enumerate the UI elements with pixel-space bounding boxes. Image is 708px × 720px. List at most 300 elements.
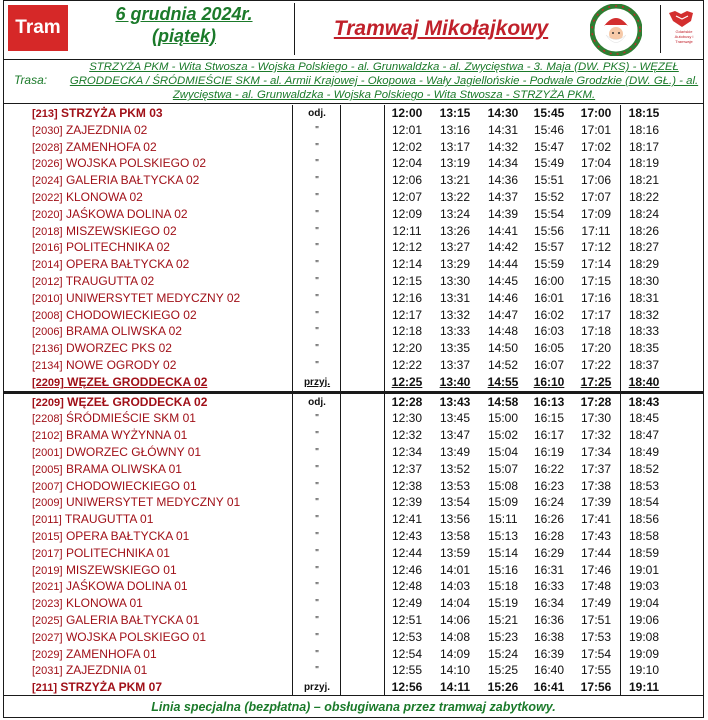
time-cell: 14:01	[439, 562, 471, 577]
table-row	[4, 612, 703, 629]
stop-name: CHODOWIECKIEGO 01	[65, 478, 197, 493]
stop-code: [2029]	[32, 648, 63, 661]
time-cell: 19:06	[628, 612, 660, 627]
arrival-departure-mark: "	[315, 242, 319, 254]
stop-name: TRAUGUTTA 01	[64, 512, 154, 527]
time-cell: 14:48	[487, 324, 519, 339]
time-cell: 19:01	[628, 562, 660, 577]
stop-code: [2209]	[32, 376, 64, 389]
stop-name: CHODOWIECKIEGO 02	[65, 307, 197, 322]
time-cell: 13:31	[439, 290, 471, 305]
time-cell: 15:09	[487, 495, 519, 510]
stop-cell	[32, 461, 182, 478]
time-cell: 12:25	[391, 374, 423, 389]
stop-cell	[32, 122, 147, 139]
stop-cell	[32, 629, 206, 646]
stop-cell	[32, 223, 177, 240]
time-cell: 17:07	[580, 189, 612, 204]
timetable-sheet	[3, 0, 704, 718]
stop-name: ŚRÓDMIEŚCIE SKM 01	[65, 411, 196, 426]
time-cell: 16:05	[533, 341, 565, 356]
stop-name: ZAJEZDNIA 02	[65, 122, 148, 137]
time-cell: 17:04	[580, 156, 612, 171]
arrival-departure-mark: przyj.	[303, 376, 331, 388]
table-row	[4, 461, 703, 478]
time-cell: 12:02	[391, 139, 423, 154]
time-cell: 17:48	[580, 579, 612, 594]
time-cell: 14:47	[487, 307, 519, 322]
stop-name: MISZEWSKIEGO 02	[65, 223, 177, 238]
stop-cell	[32, 494, 240, 511]
stop-code: [2001]	[32, 446, 63, 459]
time-cell: 16:01	[533, 290, 565, 305]
time-cell: 13:21	[439, 173, 471, 188]
time-cell: 12:30	[391, 411, 423, 426]
route-description: STRZYŻA PKM - Wita Stwosza - Wojska Polskiego - al. Grunwaldzka - al. Zwycięstwa - 3. Maja (DW. PKS) - WĘZEŁ GRODDECKA / ŚRÓDMIEŚCIE SKM - al. Armii Krajowej - Okopowa - Wały Jagiellońskie - Podwale Grodzkie (DW. GŁ.) - al. Zwycięstwa - al. Grunwaldzka - Wojska Polskiego - Wita Stwosza - STRZYŻA PKM.	[69, 61, 699, 102]
table-row	[4, 290, 703, 307]
city-logo	[660, 5, 701, 53]
stop-code: [211]	[32, 682, 58, 695]
stop-cell	[32, 206, 188, 223]
stop-cell	[32, 290, 240, 307]
table-row	[4, 374, 703, 392]
time-cell: 17:18	[580, 324, 612, 339]
time-cell: 14:34	[487, 156, 519, 171]
stop-cell	[32, 323, 182, 340]
time-cell: 18:45	[628, 411, 660, 426]
table-row	[4, 679, 703, 696]
time-cell: 13:24	[439, 206, 471, 221]
time-cell: 13:30	[439, 273, 471, 288]
time-cell: 12:09	[391, 206, 423, 221]
arrival-departure-mark: "	[315, 158, 319, 170]
time-cell: 15:25	[487, 663, 519, 678]
stop-cell	[32, 189, 143, 206]
time-cell: 12:04	[391, 156, 423, 171]
time-cell: 14:50	[487, 341, 519, 356]
time-cell: 17:17	[580, 307, 612, 322]
arrival-departure-mark: odj.	[308, 108, 326, 119]
time-cell: 14:32	[487, 139, 519, 154]
time-cell: 14:52	[487, 357, 519, 372]
time-cell: 16:34	[533, 596, 565, 611]
time-cell: 18:21	[628, 173, 660, 188]
stop-cell	[32, 374, 207, 391]
time-cell: 16:36	[533, 612, 565, 627]
time-cell: 14:11	[439, 680, 471, 695]
time-cell: 12:15	[391, 273, 423, 288]
time-cell: 12:46	[391, 562, 423, 577]
time-cell: 12:53	[391, 629, 423, 644]
time-cell: 12:54	[391, 646, 423, 661]
time-cell: 13:33	[439, 324, 471, 339]
stop-code: [2006]	[32, 326, 63, 339]
time-cell: 14:06	[439, 612, 471, 627]
time-cell: 16:38	[533, 629, 565, 644]
time-cell: 15:11	[488, 512, 518, 527]
time-cell: 14:36	[487, 173, 519, 188]
stop-code: [2208]	[32, 413, 63, 426]
table-row	[4, 562, 703, 579]
time-cell: 15:59	[533, 257, 565, 272]
stop-cell	[32, 444, 201, 461]
table-row	[4, 256, 703, 273]
time-cell: 12:39	[391, 495, 423, 510]
page-title: Tramwaj Mikołajkowy	[333, 17, 549, 40]
table-row	[4, 206, 703, 223]
stop-name: KLONOWA 02	[65, 189, 143, 204]
time-cell: 17:01	[580, 122, 612, 137]
time-cell: 17:43	[580, 528, 612, 543]
time-cell: 13:16	[439, 122, 471, 137]
time-cell: 17:56	[580, 680, 612, 695]
stop-name: GALERIA BAŁTYCKA 01	[65, 612, 200, 627]
time-cell: 12:51	[391, 612, 423, 627]
time-cell: 17:34	[580, 444, 612, 459]
time-cell: 15:56	[533, 223, 565, 238]
time-cell: 14:37	[487, 189, 519, 204]
santa-wreath-icon	[590, 4, 642, 56]
time-cell: 19:11	[628, 680, 660, 695]
stop-code: [2010]	[32, 292, 63, 305]
time-cell: 14:58	[487, 394, 519, 409]
time-cell: 16:31	[533, 562, 565, 577]
time-cell: 12:49	[391, 596, 423, 611]
table-row	[4, 629, 703, 646]
stop-cell	[32, 595, 143, 612]
stop-name: WOJSKA POLSKIEGO 02	[65, 156, 206, 171]
time-cell: 12:34	[391, 444, 423, 459]
time-cell: 17:54	[580, 646, 612, 661]
stop-code: [2024]	[32, 175, 63, 188]
arrival-departure-mark: "	[315, 530, 319, 542]
time-cell: 13:22	[439, 189, 471, 204]
table-row	[4, 478, 703, 495]
time-cell: 17:15	[580, 273, 612, 288]
footer-note: Linia specjalna (bezpłatna) – obsługiwana przez tramwaj zabytkowy.	[4, 695, 703, 718]
time-cell: 13:59	[439, 545, 471, 560]
time-cell: 18:58	[628, 528, 660, 543]
time-cell: 15:45	[533, 106, 565, 120]
stop-code: [2015]	[32, 530, 63, 543]
time-cell: 13:49	[439, 444, 471, 459]
stop-name: BRAMA OLIWSKA 02	[65, 324, 182, 339]
arrival-departure-mark: "	[315, 191, 319, 203]
time-cell: 12:56	[391, 680, 423, 695]
time-cell: 13:27	[439, 240, 471, 255]
time-cell: 18:59	[628, 545, 660, 560]
stop-code: [2014]	[32, 259, 63, 272]
arrival-departure-mark: "	[315, 564, 319, 576]
stop-name: DWORZEC GŁÓWNY 01	[65, 444, 202, 459]
route-section	[4, 59, 703, 104]
stop-name: WOJSKA POLSKIEGO 01	[65, 629, 206, 644]
time-cell: 17:28	[580, 394, 612, 409]
time-cell: 18:33	[628, 324, 660, 339]
time-cell: 12:41	[391, 512, 423, 527]
time-cell: 18:43	[628, 394, 660, 409]
time-cell: 13:47	[439, 428, 471, 443]
time-cell: 17:38	[580, 478, 612, 493]
time-cell: 17:25	[580, 374, 612, 389]
time-cell: 17:06	[580, 173, 612, 188]
time-cell: 16:03	[533, 324, 565, 339]
time-cell: 18:47	[628, 428, 660, 443]
time-cell: 15:47	[533, 139, 565, 154]
stop-cell	[32, 155, 206, 172]
stop-name: ZAJEZDNIA 01	[65, 663, 148, 678]
stop-name: JAŚKOWA DOLINA 02	[65, 206, 188, 221]
stop-cell	[32, 139, 157, 156]
stop-name: NOWE OGRODY 02	[65, 357, 177, 372]
arrival-departure-mark: "	[315, 175, 319, 187]
time-cell: 12:55	[391, 663, 423, 678]
stop-name: STRZYŻA PKM 03	[61, 106, 163, 120]
time-cell: 17:55	[580, 663, 612, 678]
time-cell: 14:55	[487, 374, 519, 389]
stop-name: BRAMA OLIWSKA 01	[65, 461, 182, 476]
stop-code: [2027]	[32, 631, 63, 644]
table-row	[4, 323, 703, 340]
arrival-departure-mark: "	[315, 208, 319, 220]
time-cell: 12:38	[391, 478, 423, 493]
time-cell: 13:32	[439, 307, 471, 322]
arrival-departure-mark: "	[315, 665, 319, 677]
time-cell: 18:17	[628, 139, 660, 154]
stop-code: [2011]	[32, 514, 62, 527]
stop-code: [2021]	[32, 581, 63, 594]
time-cell: 17:16	[580, 290, 612, 305]
arrival-departure-mark: "	[315, 359, 319, 371]
time-cell: 13:40	[439, 374, 471, 389]
time-cell: 16:29	[533, 545, 565, 560]
table-row	[4, 646, 703, 663]
time-cell: 13:15	[439, 106, 471, 120]
time-cell: 12:11	[392, 223, 422, 238]
arrival-departure-mark: "	[315, 446, 319, 458]
stop-cell	[32, 239, 170, 256]
time-cell: 16:24	[533, 495, 565, 510]
time-cell: 16:19	[533, 444, 565, 459]
time-cell: 18:56	[628, 512, 660, 527]
time-cell: 15:13	[487, 528, 519, 543]
time-cell: 14:09	[439, 646, 471, 661]
stop-cell	[32, 545, 170, 562]
stop-cell	[32, 427, 187, 444]
stop-code: [2019]	[32, 564, 63, 577]
table-row	[4, 444, 703, 461]
time-cell: 14:45	[487, 273, 519, 288]
arrival-departure-mark: "	[315, 430, 319, 442]
stop-cell	[32, 256, 189, 273]
time-cell: 12:17	[391, 307, 423, 322]
arrival-departure-mark: "	[315, 514, 319, 526]
table-row	[4, 223, 703, 240]
time-cell: 17:30	[580, 411, 612, 426]
stop-code: [2016]	[32, 242, 63, 255]
time-cell: 14:30	[487, 106, 519, 120]
time-cell: 16:39	[533, 646, 565, 661]
time-cell: 13:37	[439, 357, 471, 372]
time-cell: 16:23	[533, 478, 565, 493]
time-cell: 13:53	[439, 478, 471, 493]
table-row	[4, 528, 703, 545]
time-cell: 13:52	[439, 461, 471, 476]
stop-name: JAŚKOWA DOLINA 01	[65, 579, 188, 594]
time-cell: 15:46	[533, 122, 565, 137]
time-cell: 14:41	[487, 223, 519, 238]
arrival-departure-mark: "	[315, 292, 319, 304]
stop-code: [2009]	[32, 497, 63, 510]
arrival-departure-mark: odj.	[308, 396, 326, 408]
table-row	[4, 357, 703, 374]
time-cell: 18:31	[628, 290, 660, 305]
time-cell: 14:46	[487, 290, 519, 305]
table-row	[4, 427, 703, 444]
arrival-departure-mark: "	[315, 614, 319, 626]
table-row	[4, 340, 703, 357]
time-cell: 12:07	[391, 189, 423, 204]
time-cell: 14:44	[487, 257, 519, 272]
table-row	[4, 578, 703, 595]
table-row	[4, 595, 703, 612]
time-cell: 19:04	[628, 596, 660, 611]
table-row	[4, 511, 703, 528]
time-cell: 18:35	[628, 341, 660, 356]
stop-name: WĘZEŁ GRODDECKA 02	[67, 394, 208, 409]
time-cell: 13:17	[439, 139, 471, 154]
table-row	[4, 155, 703, 172]
arrival-departure-mark: "	[315, 343, 319, 355]
time-cell: 17:41	[580, 512, 612, 527]
arrival-departure-mark: "	[315, 259, 319, 271]
stop-name: TRAUGUTTA 02	[65, 273, 155, 288]
table-row	[4, 105, 703, 122]
time-cell: 12:00	[391, 106, 423, 120]
time-cell: 16:00	[533, 273, 565, 288]
table-row	[4, 307, 703, 324]
stop-cell	[32, 578, 188, 595]
time-cell: 13:19	[439, 156, 471, 171]
table-row	[4, 545, 703, 562]
stop-code: [2026]	[32, 158, 63, 171]
table-row	[4, 494, 703, 511]
stop-code: [2025]	[32, 614, 63, 627]
time-cell: 18:49	[628, 444, 660, 459]
arrival-departure-mark: "	[315, 413, 319, 425]
time-cell: 16:33	[533, 579, 565, 594]
stop-cell	[32, 478, 197, 495]
time-cell: 15:49	[533, 156, 565, 171]
stop-code: [2028]	[32, 141, 63, 154]
stop-cell	[32, 612, 199, 629]
time-cell: 12:01	[391, 122, 423, 137]
time-cell: 13:56	[439, 512, 471, 527]
time-cell: 15:51	[533, 173, 565, 188]
stop-code: [2020]	[32, 208, 63, 221]
time-cell: 19:10	[628, 663, 660, 678]
arrival-departure-mark: "	[315, 480, 319, 492]
arrival-departure-mark: "	[315, 275, 319, 287]
time-cell: 15:19	[487, 596, 519, 611]
stop-code: [2031]	[32, 665, 63, 678]
stop-code: [2022]	[32, 191, 63, 204]
arrival-departure-mark: "	[315, 648, 319, 660]
time-cell: 16:15	[533, 411, 565, 426]
time-cell: 15:57	[533, 240, 565, 255]
time-cell: 17:39	[580, 495, 612, 510]
arrival-departure-mark: "	[315, 326, 319, 338]
time-cell: 13:35	[439, 341, 471, 356]
stop-name: DWORZEC PKS 02	[65, 341, 172, 356]
stop-cell	[32, 528, 189, 545]
stop-name: STRZYŻA PKM 07	[60, 680, 162, 695]
stop-cell	[32, 273, 154, 290]
time-cell: 15:07	[487, 461, 519, 476]
time-cell: 18:16	[628, 122, 660, 137]
time-cell: 16:10	[533, 374, 565, 389]
time-cell: 14:08	[439, 629, 471, 644]
stop-name: MISZEWSKIEGO 01	[65, 562, 177, 577]
time-cell: 14:31	[487, 122, 519, 137]
table-row	[4, 122, 703, 139]
time-cell: 18:37	[628, 357, 660, 372]
time-cell: 16:17	[533, 428, 565, 443]
time-cell: 18:40	[628, 374, 660, 389]
arrival-departure-mark: przyj.	[303, 682, 331, 694]
time-cell: 14:04	[439, 596, 471, 611]
time-cell: 12:32	[391, 428, 423, 443]
stop-name: UNIWERSYTET MEDYCZNY 02	[65, 290, 241, 305]
time-cell: 16:28	[533, 528, 565, 543]
time-cell: 15:04	[487, 444, 519, 459]
time-cell: 18:19	[628, 156, 660, 171]
time-cell: 13:43	[439, 394, 471, 409]
stop-cell	[32, 410, 196, 427]
stop-code: [2012]	[32, 275, 63, 288]
stop-code: [2018]	[32, 225, 63, 238]
tram-badge: Tram	[8, 5, 68, 51]
stop-cell	[32, 662, 147, 679]
timetable-table	[4, 105, 703, 696]
time-cell: 17:00	[580, 106, 612, 120]
time-cell: 19:03	[628, 579, 660, 594]
time-cell: 12:44	[391, 545, 423, 560]
arrival-departure-mark: "	[315, 463, 319, 475]
time-cell: 12:14	[391, 257, 423, 272]
stop-code: [2023]	[32, 598, 63, 611]
stop-name: OPERA BAŁTYCKA 01	[65, 528, 190, 543]
time-cell: 18:15	[628, 106, 660, 120]
time-cell: 12:18	[391, 324, 423, 339]
stop-code: [2030]	[32, 124, 63, 137]
stop-name: WĘZEŁ GRODDECKA 02	[67, 374, 208, 389]
time-cell: 18:54	[628, 495, 660, 510]
header	[4, 1, 703, 60]
stop-name: BRAMA WYŻYNNA 01	[65, 428, 188, 443]
time-cell: 17:46	[580, 562, 612, 577]
stop-name: UNIWERSYTET MEDYCZNY 01	[65, 495, 241, 510]
time-cell: 17:32	[580, 428, 612, 443]
time-cell: 17:44	[580, 545, 612, 560]
stop-name: KLONOWA 01	[65, 596, 143, 611]
table-row	[4, 239, 703, 256]
date-line: 6 grudnia 2024r.	[115, 4, 253, 24]
time-cell: 18:26	[628, 223, 660, 238]
time-cell: 13:26	[439, 223, 471, 238]
time-cell: 12:20	[391, 341, 423, 356]
stop-cell	[32, 562, 177, 579]
